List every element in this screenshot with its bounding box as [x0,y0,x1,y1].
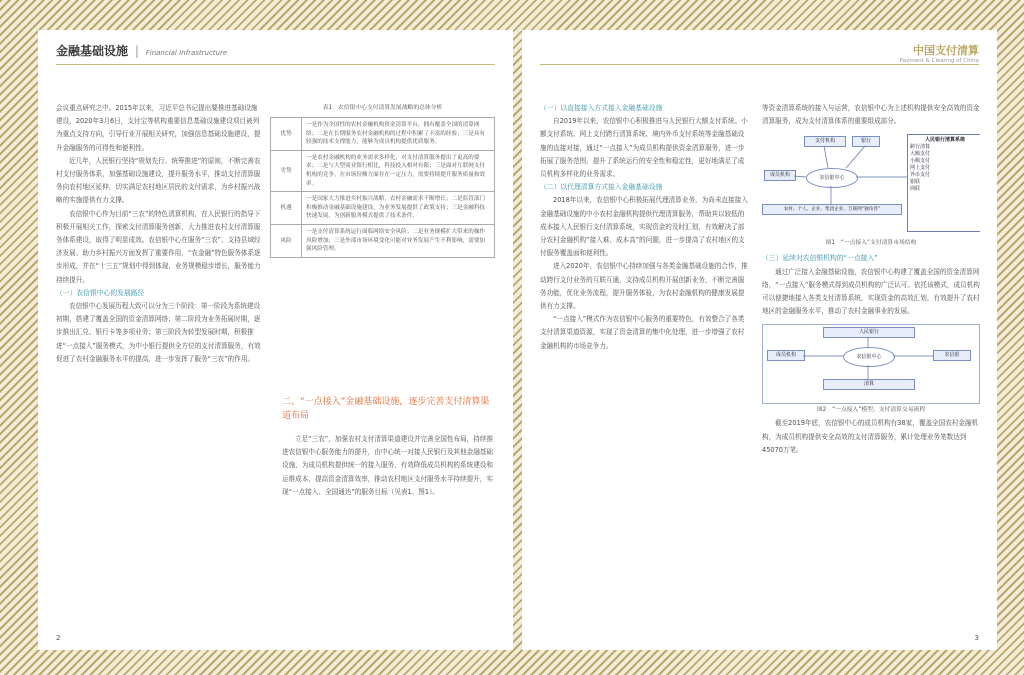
figure-1-caption: 图1 “一点接入”支付清算市场结构 [825,240,917,247]
left-column-1 [56,102,261,630]
table-row [271,118,495,151]
section-heading: （三）延续对农信银机构的“一点接入” [762,254,878,263]
section-heading: （二）以代理清算方式接入金融基础设施 [540,183,663,192]
table-row [271,150,495,191]
strategy-table [270,117,495,258]
table-row [271,224,495,257]
paragraph: 农信银中心发展历程大致可以分为三个阶段：第一阶段为系统建设初期，搭建了覆盖全国的资金清算网络；第二阶段为业务拓展时期，逐步推出汇兑、银行卡等多项业务；第三阶段为转型发展时期，积极推进“一点接入”服务模式，为中小银行提供全方位的支付清算服务，有效促进了农村金融服务水平的提高，进一步发挥了服务“三农”的作用。 [56,302,261,363]
table-cell: 风险 [271,224,302,257]
table-cell: 优势 [271,118,302,151]
figure-node: 农信银中心 [843,347,895,367]
section-heading: （一）农信银中心的发展路径 [56,288,145,297]
figure-node: 支付机构 [804,136,846,147]
table-cell: 劣势 [271,150,302,191]
table-cell: 一是支付清算系统运行面临网络安全风险；二是业务规模扩大带来的操作风险增加；三是外部市场环境变化可能对业务发展产生不利影响，需要加强风险管理。 [302,224,495,257]
table-cell: 一是国家大力推进乡村振兴战略，农村金融需求不断增长；二是监管部门积极推动金融基础设施建设，为业务发展提供了政策支持；三是金融科技快速发展，为创新服务模式提供了技术条件。 [302,192,495,225]
paragraph: 近几年，人民银行坚持“规划先行、统筹推进”的原则，不断完善农村支付服务体系，加强基础设施建设，提升服务水平，推动支付清算服务向农村地区延伸，切实满足农村地区居民的支付需求，为乡村振兴战略的实施提供有力支撑。 [56,156,261,205]
figure-node: 成员机构 [767,350,805,361]
table-row [271,192,495,225]
table-cell: 一是作为全国性的农村金融机构资金清算平台，拥有覆盖全国的清算网络；二是在长期服务农村金融机构的过程中积累了丰富的经验；三是具有较强的技术支撑能力，能够为成员机构提供优质服务。 [302,118,495,151]
figure-side-item: 网上支付 [910,165,931,172]
figure-side-item: 外币支付 [910,172,931,179]
paragraph: 通过广泛接入金融基础设施，农信银中心构建了覆盖全国的资金清算网络，“一点接入”服务模式得到成员机构的广泛认可。依托该模式，成员机构可以便捷地接入各类支付清算系统，实现资金的高效汇划，有效提升了农村地区的金融服务水平，推动了农村金融事业的发展。 [762,267,980,316]
right-column-2 [762,102,980,630]
right-header-subtitle: Payment & Clearing of China [899,58,979,64]
figure-node: 成员机构 [764,170,796,181]
header-separator: | [134,44,139,58]
figure-node: 人民银行 [823,327,915,338]
figure-side-title: 人民银行清算系统 [924,137,965,144]
figure-node: 清算 [823,379,915,390]
left-page [38,30,513,650]
paragraph: 立足“三农”，加强农村支付清算渠道建设并完善全国性布局，持续推进农信银中心服务能力的提升，由中心统一对接人民银行及其他金融基础设施，为成员机构提供统一的接入服务，有效降低成员机构的系统建设和运维成本，提高资金清算效率，推动农村地区支付服务水平持续提升，实现“一点接入、全国通达”的服务目标（见表1、图1）。 [282,435,494,496]
figure-2 [762,324,980,404]
paragraph: 等资金清算系统的接入与运营，农信银中心为上述机构提供安全高效的资金清算服务，成为支付清算体系的重要组成部分。 [762,104,980,126]
left-header-rule [56,64,495,65]
figure-side-box [907,134,980,232]
table-cell: 机遇 [271,192,302,225]
figure-side-item: 网联 [910,186,921,193]
figure-2-arrows [763,325,979,401]
figure-node: 农信银 [933,350,971,361]
left-column-2 [282,395,495,630]
right-column-1 [540,102,750,630]
figure-1-arrows [762,132,907,232]
right-header-rule [540,64,979,65]
figure-1 [762,132,980,237]
right-header-title: 中国支付清算 [913,44,979,57]
left-header [56,42,227,59]
paragraph: 截至2019年底，农信银中心的成员机构有38家，覆盖全国农村金融机构，为成员机构提供安全高效的支付清算服务，累计处理业务笔数达到45070万笔。 [762,419,979,454]
paragraph: 自2019年以来，农信银中心积极推进与人民银行大额支付系统、小额支付系统、网上支付跨行清算系统、境内外币支付系统等金融基础设施的直接对接，通过“一点接入”为成员机构提供资金清算服务，进一步拓展了服务范围，提升了系统运行的安全性和稳定性，更好地满足了成员机构多样化的业务需求。 [540,117,748,179]
paragraph: 进入2020年，农信银中心持续加强与各类金融基础设施的合作，推动跨行支付业务的互联互通，支持成员机构开展创新业务，不断完善服务功能，优化业务流程，提升服务体验，为农村金融机构的健康发展提供有力支撑。 [540,262,748,311]
figure-side-item: 银联 [910,179,921,186]
left-header-title: 金融基础设施 [56,44,129,58]
table-title: 表1 农信银中心支付清算发展战略的总体分析 [322,105,443,111]
figure-side-item: 跨行清算 [910,144,931,151]
paragraph: “一点接入”模式作为农信银中心服务的重要特色，有效整合了各类支付清算渠道资源，实现了资金清算的集中化处理，进一步增强了农村金融机构的市场竞争力。 [540,315,745,350]
figure-node: 农村、个人、企业、集团企业、互联网“独角兽” [762,204,902,215]
chapter-heading: 二、“一点接入”金融基础设施，逐步完善支付清算渠道布局 [282,397,490,421]
figure-node: 银行 [852,136,880,147]
right-header [900,42,979,64]
page-number-right: 3 [974,634,979,642]
page-number-left: 2 [56,634,61,642]
table-cell: 一是农村金融机构的业务需求多样化，对支付清算服务提出了更高的要求；二是与大型商业银行相比，科技投入相对有限；三是面对互联网支付机构的竞争，在市场份额方面存在一定压力，需要持续提升服务质量和效率。 [302,150,495,191]
paragraph: 农信银中心作为目前“三农”的特色清算机构，在人民银行的指导下积极开展相关工作，探索支付清算服务创新，大力推进农村支付清算服务体系建设，取得了明显成效。农信银中心在服务“三农”、支持县域经济发展、助力乡村振兴方面发挥了重要作用，“农金融”特色服务体系逐步形成，并在“十三五”规划中得到体现，业务规模稳步增长，服务能力持续提升。 [56,209,261,284]
figure-side-item: 小额支付 [910,158,931,165]
paragraph: 2018年以来，农信银中心积极拓展代理清算业务，为尚未直接接入金融基础设施的中小农村金融机构提供代理清算服务，帮助其以较低的成本接入人民银行支付清算系统，实现资金的及时汇划，有效解决了部分农村金融机构“接入难、成本高”的问题，进一步提高了农村地区的支付服务覆盖面和便利性。 [540,196,748,258]
left-header-subtitle: Financial Infrastructure [145,49,228,57]
table-1 [270,102,495,387]
right-page [522,30,997,650]
figure-node: 农信银中心 [806,168,858,188]
section-heading: （一）以直接接入方式接入金融基础设施 [540,104,663,112]
paragraph: 会议重点研究之中。2015年以来，习近平总书记提出要推进基础设施建设，2020年3月6日，支付宝等机构重要信息基础设施建设项目被列为重点支持方向，引导行业开展相关研究，加强信息基础设施建设，提升金融服务的可得性和便利性。 [56,104,261,152]
figure-side-item: 大额支付 [910,151,931,158]
figure-2-caption: 图2 “一点接入”模型、支付清算交易流程 [816,407,926,414]
